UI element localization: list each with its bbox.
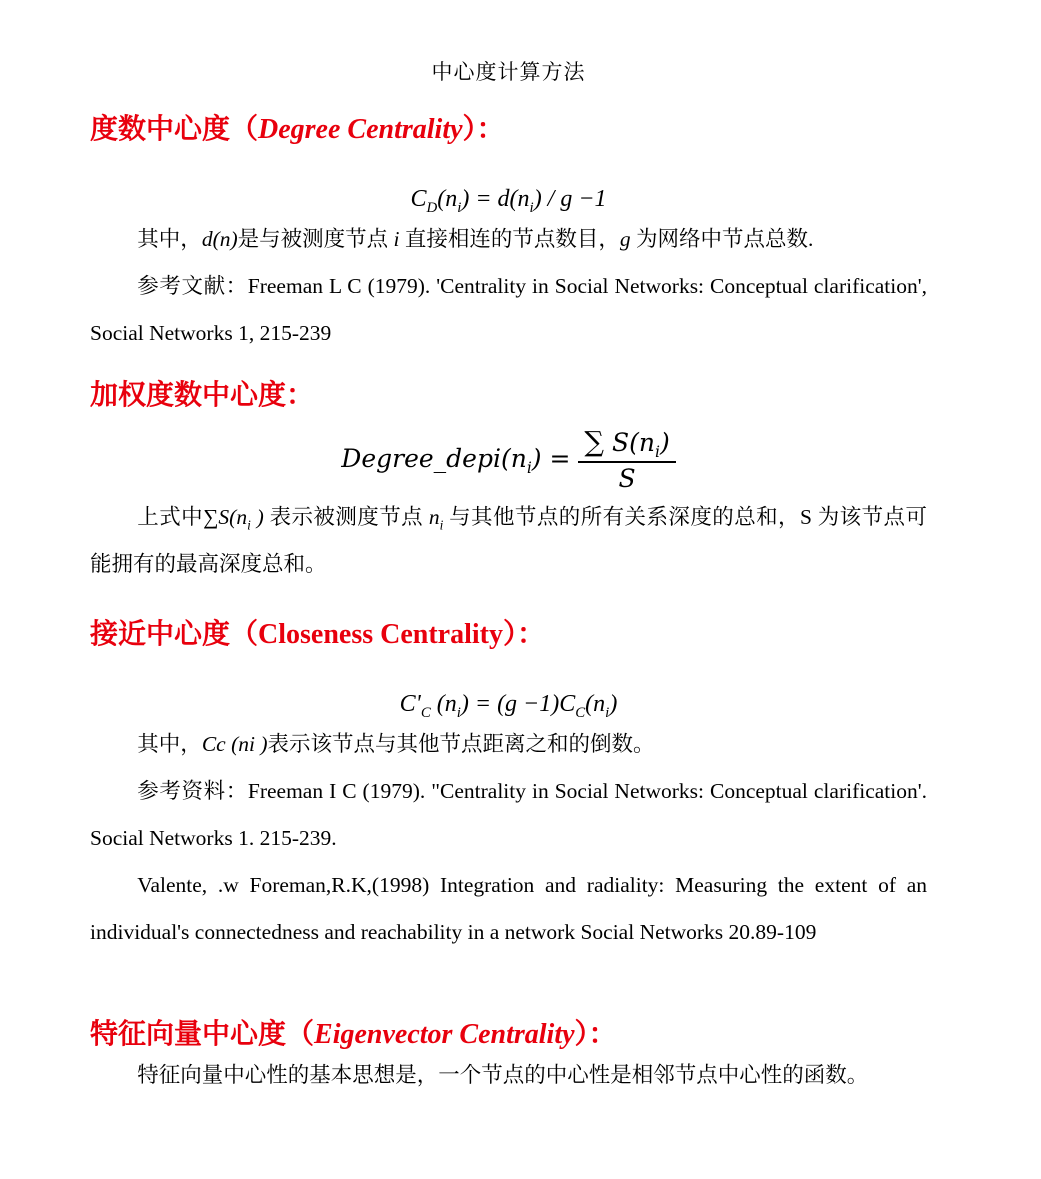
math-subscript: i <box>529 199 534 216</box>
math-subscript: C <box>575 704 586 721</box>
heading-en-run: Closeness Centrality <box>258 619 503 651</box>
math-run: C <box>410 185 427 212</box>
math-run: ) / g −1 <box>533 185 607 212</box>
para-eigenvector-explanation: 特征向量中心性的基本思想是，一个节点的中心性是相邻节点中心性的函数。 <box>137 1062 869 1087</box>
text-run: 是与被测度节点 <box>237 227 394 252</box>
math-run: (n <box>430 690 457 717</box>
math-inline-run <box>428 505 444 533</box>
para-closeness-explanation <box>90 721 927 768</box>
heading-zh-run: 度数中心度（ <box>90 114 259 145</box>
formula-weighted-degree <box>90 427 927 494</box>
para-weighted-explanation <box>90 494 927 588</box>
formula-degree-centrality <box>90 183 927 217</box>
fraction <box>578 427 675 494</box>
math-run: C' <box>399 690 421 717</box>
math-subscript: i <box>605 704 610 721</box>
formula-closeness-centrality <box>90 688 927 722</box>
math-subscript: i <box>439 517 444 533</box>
math-run: Degree_depi(n <box>341 443 527 473</box>
heading-en-run: Degree Centrality <box>258 114 463 145</box>
math-subscript: C <box>420 704 431 721</box>
math-run: n <box>428 505 440 530</box>
text-run: 表示该节点与其他节点距离之和的倒数。 <box>267 732 655 757</box>
heading-close-run: ）： <box>503 619 546 651</box>
math-subscript: i <box>247 517 251 533</box>
text-run: 与其他节点的所有关系深度的总和，S 为该节点可能拥有的最高深度总和。 <box>90 505 927 577</box>
math-subscript: i <box>526 458 532 477</box>
text-run: 其中， <box>137 227 202 252</box>
math-subscript: i <box>456 704 461 721</box>
text-run: 其中， <box>137 732 202 757</box>
section-heading-degree-centrality <box>90 113 927 147</box>
math-subscript: D <box>426 199 438 216</box>
math-subscript: i <box>457 199 462 216</box>
text-run: 表示被测度节点 <box>263 505 429 530</box>
math-run: ) <box>250 505 264 530</box>
math-run: (n <box>437 185 458 212</box>
math-run: ∑S(n <box>203 505 248 530</box>
section-heading-weighted-degree: 加权度数中心度： <box>90 380 315 412</box>
para-reference-freeman-1979: 参考文献：Freeman L C (1979). 'Centrality in Social Networks: Conceptual clarification', Social Networks 1, 215-239 <box>90 274 927 346</box>
math-subscript: i <box>654 442 660 461</box>
fraction-numerator <box>578 427 675 464</box>
math-run: ) = <box>531 443 579 473</box>
para-reference-freeman-1979-closeness: 参考资料：Freeman I C (1979). "Centrality in Social Networks: Conceptual clarification'. Social Networks 1. 215-239. <box>90 779 927 851</box>
heading-close-run: ）： <box>574 1019 617 1051</box>
text-run: 为网络中节点总数. <box>630 227 814 252</box>
fraction-denominator: S <box>618 464 636 494</box>
math-inline-run: d(n) <box>201 227 238 252</box>
section-heading-eigenvector-centrality <box>90 1018 927 1052</box>
math-run: S(n <box>604 427 655 457</box>
math-run: (n <box>585 690 606 717</box>
heading-close-run: ）： <box>462 114 505 145</box>
heading-zh-run: 特征向量中心度（ <box>90 1019 315 1051</box>
text-run: 上式中 <box>137 505 204 530</box>
math-inline-run: Cc (ni ) <box>201 732 268 757</box>
math-run: ) <box>659 427 670 457</box>
para-degree-explanation <box>90 216 927 263</box>
math-run: ) = d(n <box>461 185 530 212</box>
math-run: ) = (g −1)C <box>460 690 576 717</box>
text-run: 直接相连的节点数目， <box>399 227 620 252</box>
heading-en-run: Eigenvector Centrality <box>314 1019 575 1051</box>
summation-symbol: ∑ <box>584 425 605 458</box>
section-heading-closeness-centrality <box>90 618 927 652</box>
document-title: 中心度计算方法 <box>431 60 586 84</box>
math-inline-run: i <box>393 227 400 252</box>
math-inline-run: g <box>619 227 631 252</box>
math-inline-run <box>203 505 264 533</box>
para-reference-valente-1998: Valente, .w Foreman,R.K,(1998) Integration and radiality: Measuring the extent of an individual's connectedness and reachability in a network Social Networks 20.89-109 <box>90 873 927 945</box>
heading-zh-run: 接近中心度（ <box>90 619 259 651</box>
math-run: ) <box>609 690 618 717</box>
